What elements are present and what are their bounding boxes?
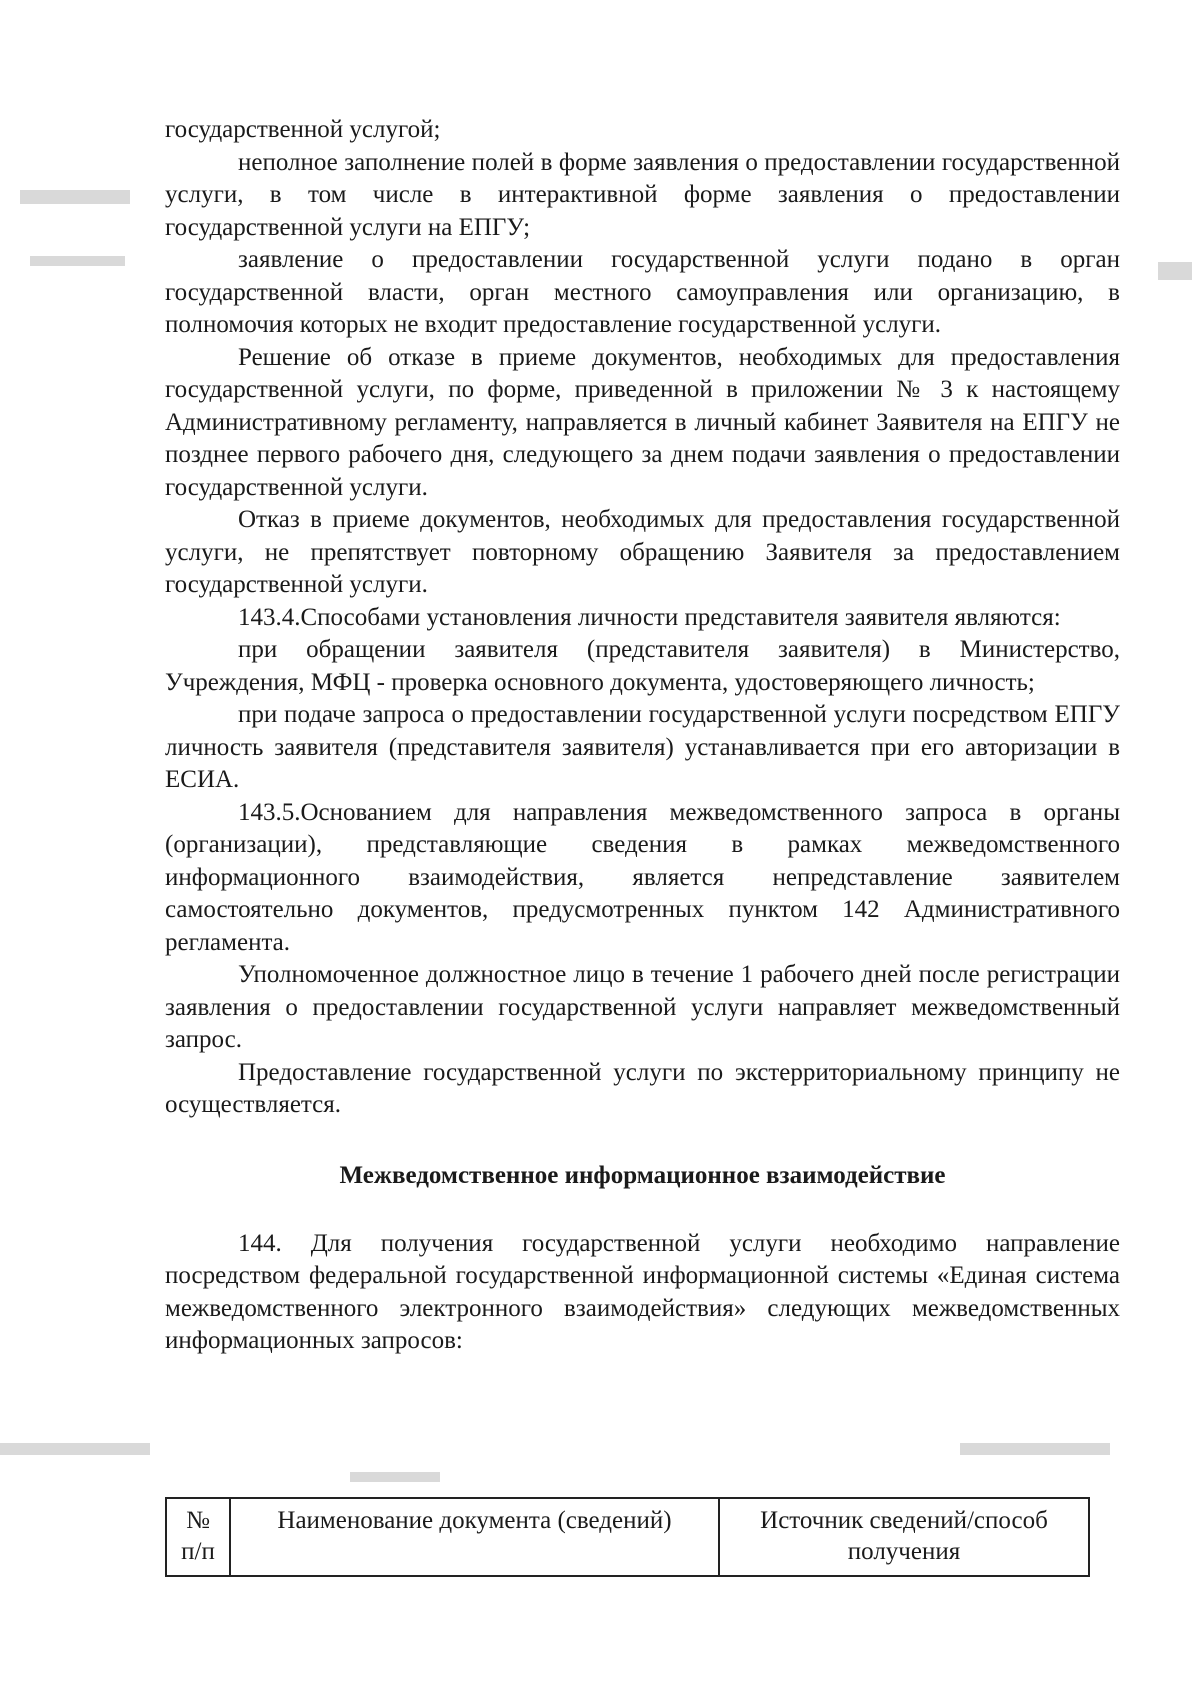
paragraph: Уполномоченное должностное лицо в течение 1 рабочего дней после регистрации заявления о предоставлении государственной услуги направляет межведомственный запрос.: [165, 961, 1120, 1053]
scan-artifact: [30, 256, 125, 266]
scan-artifact: [0, 1443, 150, 1455]
paragraph: 143.4.Способами установления личности представителя заявителя являются:: [238, 603, 1061, 631]
column-header-source: Источник сведений/способ получения: [719, 1498, 1089, 1576]
interagency-requests-table: [165, 1497, 1090, 1577]
scan-artifact: [1158, 262, 1192, 280]
paragraph: Решение об отказе в приеме документов, необходимых для предоставления государственной услуги, по форме, приведенной в приложении № 3 к настоящему Административному регламенту, направляется в личный кабинет Заявителя на ЕПГУ не позднее первого рабочего дня, следующего за днем подачи заявления о предоставлении государственной услуги.: [165, 343, 1120, 501]
column-header-document: Наименование документа (сведений): [230, 1498, 719, 1576]
paragraph-144: 144. Для получения государственной услуги необходимо направление посредством федеральной государственной информационной системы «Единая система межведомственного электронного взаимодействия» следующих межведомственных информационных запросов:: [165, 1229, 1120, 1354]
paragraph: Предоставление государственной услуги по экстерриториальному принципу не осуществляется.: [165, 1058, 1120, 1118]
paragraph: при обращении заявителя (представителя заявителя) в Министерство, Учреждения, МФЦ - проверка основного документа, удостоверяющего личность;: [165, 636, 1120, 696]
column-header-number: № п/п: [166, 1498, 230, 1576]
paragraph: государственной услугой;: [165, 116, 441, 143]
document-body: [165, 114, 1120, 1358]
paragraph: Отказ в приеме документов, необходимых для предоставления государственной услуги, не препятствует повторному обращению Заявителя за предоставлением государственной услуги.: [165, 506, 1120, 598]
table-header-row: [166, 1498, 1089, 1576]
paragraph: неполное заполнение полей в форме заявления о предоставлении государственной услуги, в том числе в интерактивной форме заявления о предоставлении государственной услуги на ЕПГУ;: [165, 148, 1120, 241]
section-heading: Межведомственное информационное взаимодействие: [339, 1161, 946, 1189]
scan-artifact: [20, 190, 130, 204]
scan-artifact: [960, 1443, 1110, 1455]
paragraph: заявление о предоставлении государственной услуги подано в орган государственной власти, орган местного самоуправления или организацию, в полномочия которых не входит предоставление государственной услуги.: [165, 246, 1120, 338]
paragraph: 143.5.Основанием для направления межведомственного запроса в органы (организации), представляющие сведения в рамках межведомственного информационного взаимодействия, является непредставление заявителем самостоятельно документов, предусмотренных пунктом 142 Административного регламента.: [165, 798, 1120, 956]
paragraph: при подаче запроса о предоставлении государственной услуги посредством ЕПГУ личность заявителя (представителя заявителя) устанавливается при его авторизации в ЕСИА.: [165, 701, 1120, 793]
scan-artifact: [350, 1472, 440, 1482]
